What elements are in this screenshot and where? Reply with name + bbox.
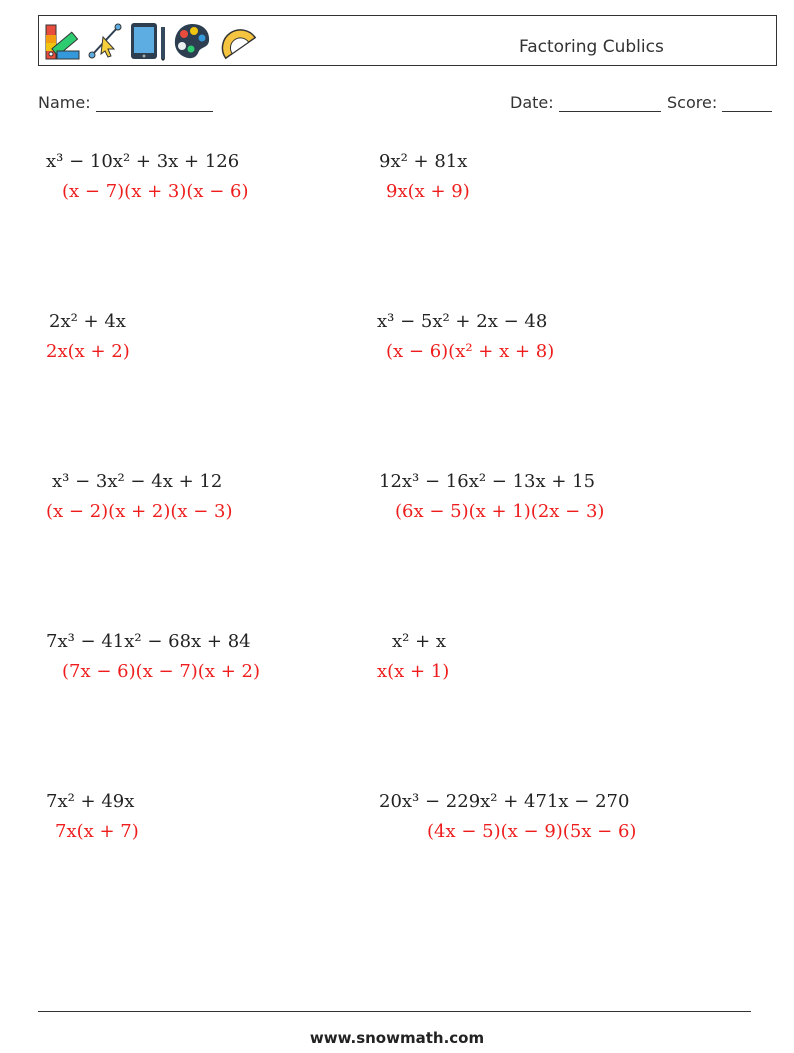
score-label: Score: xyxy=(667,93,718,112)
worksheet-title: Factoring Cublics xyxy=(519,37,664,57)
answer-9: 7x(x + 7) xyxy=(55,821,139,842)
date-label: Date: xyxy=(510,93,554,112)
problem-1: x³ − 10x² + 3x + 126 xyxy=(46,151,240,172)
answer-4: (x − 6)(x² + x + 8) xyxy=(386,341,555,362)
answer-8: x(x + 1) xyxy=(377,661,450,682)
answer-5: (x − 2)(x + 2)(x − 3) xyxy=(46,501,233,522)
footer-divider xyxy=(38,1011,751,1012)
problem-5: x³ − 3x² − 4x + 12 xyxy=(52,471,223,492)
name-label: Name: xyxy=(38,93,91,112)
problem-9: 7x² + 49x xyxy=(46,791,135,812)
date-blank[interactable] xyxy=(559,95,661,112)
answer-6: (6x − 5)(x + 1)(2x − 3) xyxy=(395,501,605,522)
problem-4: x³ − 5x² + 2x − 48 xyxy=(377,311,548,332)
name-blank[interactable] xyxy=(96,95,213,112)
answer-7: (7x − 6)(x − 7)(x + 2) xyxy=(62,661,260,682)
problem-3: 2x² + 4x xyxy=(49,311,126,332)
color-swatches-icon xyxy=(43,21,81,61)
header-icons xyxy=(43,19,257,63)
score-blank[interactable] xyxy=(722,95,772,112)
problem-8: x² + x xyxy=(392,631,447,652)
problem-7: 7x³ − 41x² − 68x + 84 xyxy=(46,631,251,652)
paint-palette-icon xyxy=(172,21,212,61)
footer-url[interactable]: www.snowmath.com xyxy=(309,1029,485,1047)
protractor-icon xyxy=(217,21,257,61)
answer-1: (x − 7)(x + 3)(x − 6) xyxy=(62,181,249,202)
answer-2: 9x(x + 9) xyxy=(386,181,470,202)
problem-10: 20x³ − 229x² + 471x − 270 xyxy=(379,791,630,812)
problem-6: 12x³ − 16x² − 13x + 15 xyxy=(379,471,596,492)
pen-tool-icon xyxy=(86,21,124,61)
score-field xyxy=(667,93,772,112)
worksheet-header xyxy=(38,15,777,66)
problem-2: 9x² + 81x xyxy=(379,151,468,172)
tablet-stylus-icon xyxy=(129,21,167,61)
answer-3: 2x(x + 2) xyxy=(46,341,130,362)
answer-10: (4x − 5)(x − 9)(5x − 6) xyxy=(427,821,637,842)
date-field xyxy=(510,93,661,112)
name-field xyxy=(38,93,213,112)
